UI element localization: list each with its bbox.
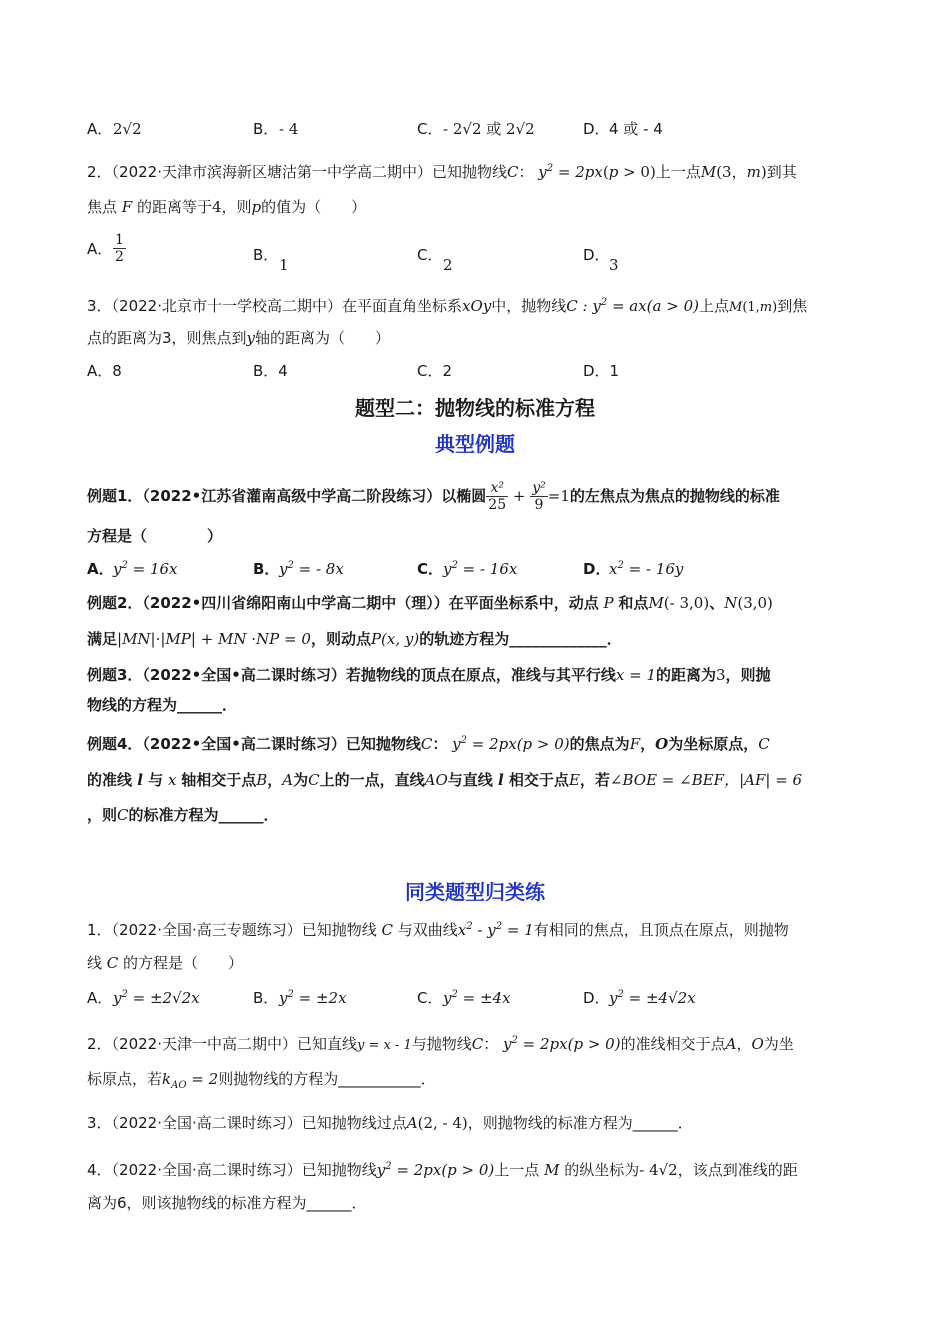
practice-q4-line1: 4．（2022·全国·高二课时练习）已知抛物线$y^2 = 2px(p > 0)$上一点 M 的纵坐标为- 4√2，该点到准线的距 — [87, 1161, 798, 1179]
q1-option-a[interactable]: A．2√2 — [87, 120, 142, 138]
fraction: $\frac{\text{y²}}{9}$ — [532, 480, 546, 513]
section-subtitle: 典型例题 — [435, 432, 515, 456]
ex1-options — [87, 558, 847, 582]
q3-option-b[interactable]: B．4 — [253, 362, 288, 380]
practice-q2-line1: 2．（2022·天津一中高二期中）已知直线y = x - 1与抛物线C： $y^2 = 2px(p > 0)$的准线相交于点A，O为坐 — [87, 1035, 794, 1053]
q2-option-c[interactable]: C．2 — [417, 246, 453, 274]
practice-q1-option-c[interactable]: C．$y^2 = \pm 4x$ — [417, 989, 511, 1007]
q2-options — [87, 232, 847, 272]
ex1-line1: 例题1．（2022•江苏省灌南高级中学高二阶段练习）以椭圆 $\frac{\text{x²}}{25}$ + $\frac{\text{y²}}{9}$ =1的左焦点为焦点的抛物线的标准 — [87, 480, 780, 513]
practice-q1-option-d[interactable]: D．$y^2 = \pm 4√2x$ — [583, 989, 696, 1007]
q2-option-d[interactable]: D．3 — [583, 246, 619, 274]
ex2-line2: 满足|MN|·|MP| + MN ·NP = 0，则动点P(x, y)的轨迹方程为_____________． — [87, 630, 622, 648]
q3-option-a[interactable]: A．8 — [87, 362, 122, 380]
ex4-line2: 的准线 l 与 x 轴相交于点B，A为C上的一点，直线AO与直线 l 相交于点E，若∠BOE = ∠BEF，|AF| = 6 — [87, 771, 803, 789]
practice-q1-options — [87, 987, 847, 1011]
q3-option-c[interactable]: C．2 — [417, 362, 453, 380]
fraction: $\frac{1}{2}$ — [115, 232, 124, 265]
ex1-option-b[interactable]: B．$y^2$ = - 8x — [253, 560, 344, 578]
q3-option-d[interactable]: D．1 — [583, 362, 620, 380]
q2-line2: 焦点 F 的距离等于4，则p的值为（ ） — [87, 198, 367, 216]
q2-option-b[interactable]: B．1 — [253, 246, 289, 274]
q3-line1: 3．（2022·北京市十一学校高二期中）在平面直角坐标系xOy中，抛物线C : $y^2 = ax(a > 0)$上点M(1,m)到焦 — [87, 297, 808, 315]
fraction: $\frac{\text{x²}}{25}$ — [488, 480, 507, 513]
practice-q1-line1: 1．（2022·全国·高三专题练习）已知抛物线 C 与双曲线$x^2 - y^2 = 1$有相同的焦点，且顶点在原点，则抛物 — [87, 921, 789, 939]
ex1-option-a[interactable]: A．$y^2 = 16x$ — [87, 560, 178, 578]
practice-q1-line2: 线 C 的方程是（ ） — [87, 954, 244, 972]
q3-line2: 点的距离为3，则焦点到y轴的距离为（ ） — [87, 329, 391, 347]
q2-line1: 2．（2022·天津市滨海新区塘沽第一中学高二期中）已知抛物线C： $y^2 = 2px(p > 0)$上一点M(3，m)到其 — [87, 163, 797, 181]
q1-options — [87, 118, 847, 142]
ex4-line1: 例题4．（2022•全国•高二课时练习）已知抛物线C： $y^2 = 2px(p > 0)$的焦点为F，O为坐标原点，C — [87, 735, 770, 753]
ex3-line2: 物线的方程为______． — [87, 696, 238, 714]
q1-option-d[interactable]: D．4 或 - 4 — [583, 120, 663, 138]
practice-q4-line2: 离为6，则该抛物线的标准方程为______． — [87, 1194, 367, 1212]
practice-title: 同类题型归类练 — [405, 880, 545, 904]
q2-option-a[interactable]: A． $\frac{1}{2}$ — [87, 232, 124, 265]
q1-option-c[interactable]: C．- 2√2 或 2√2 — [417, 120, 535, 138]
ex1-option-d[interactable]: D．$x^2$ = - 16y — [583, 560, 684, 578]
ex1-option-c[interactable]: C．$y^2$ = - 16x — [417, 560, 518, 578]
practice-q1-option-a[interactable]: A．$y^2 = \pm 2√2x$ — [87, 989, 200, 1007]
practice-q3-line1: 3．（2022·全国·高二课时练习）已知抛物线过点A(2, - 4)，则抛物线的标准方程为______． — [87, 1114, 693, 1132]
ex4-line3: ，则C的标准方程为______． — [87, 806, 279, 824]
section-title: 题型二：抛物线的标准方程 — [355, 396, 595, 420]
ex1-line2: 方程是（ ） — [87, 527, 223, 545]
ex2-line1: 例题2．（2022•四川省绵阳南山中学高二期中（理））在平面坐标系中，动点 P 和点M(- 3,0)、N(3,0) — [87, 594, 773, 612]
q3-options — [87, 360, 847, 384]
practice-q2-line2: 标原点，若$k_{AO} = 2$则抛物线的方程为___________． — [87, 1070, 436, 1091]
ex3-line1: 例题3．（2022•全国•高二课时练习）若抛物线的顶点在原点，准线与其平行线x = 1的距离为3，则抛 — [87, 666, 771, 684]
q1-option-b[interactable]: B．- 4 — [253, 120, 299, 138]
practice-q1-option-b[interactable]: B．$y^2 = \pm 2x$ — [253, 989, 347, 1007]
